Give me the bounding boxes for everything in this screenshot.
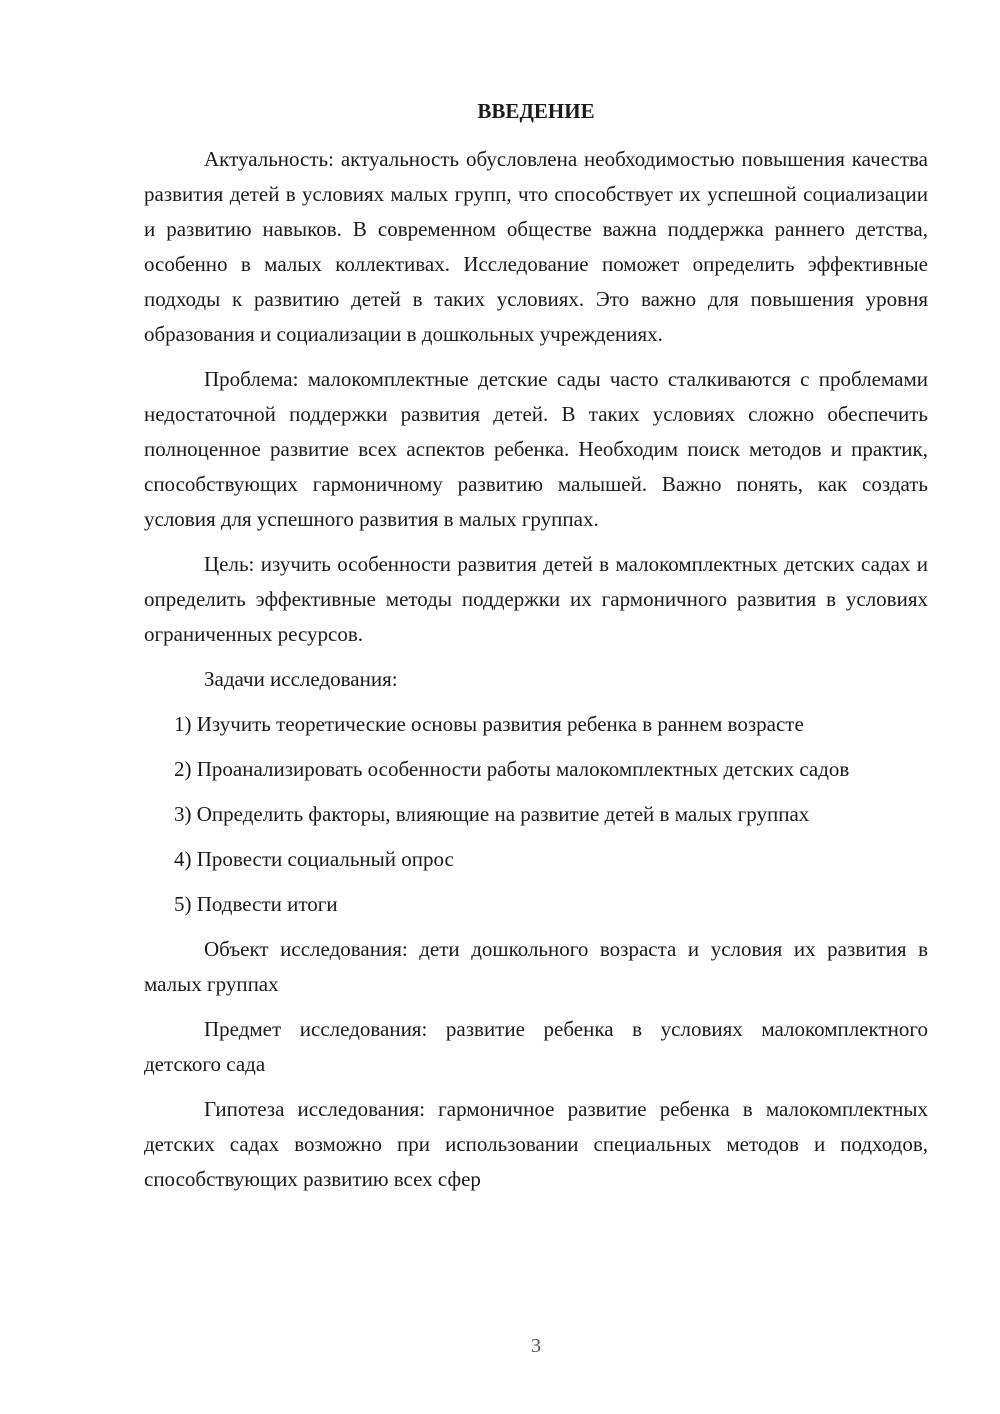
object-paragraph: Объект исследования: дети дошкольного возраста и условия их развития в малых группах: [144, 937, 928, 996]
tasks-heading: Задачи исследования:: [204, 667, 398, 691]
problem-paragraph: Проблема: малокомплектные детские сады часто сталкиваются с проблемами недостаточной поддержки развития детей. В таких условиях сложно обеспечить полноценное развитие всех аспектов ребенка. Необходим поиск методов и практик, способствующих гармоничному развитию малышей. Важно понять, как создать условия для успешного развития в малых группах.: [144, 367, 928, 531]
task-item: 1) Изучить теоретические основы развития ребенка в раннем возрасте: [174, 712, 804, 736]
document-body: [144, 142, 928, 1207]
task-item: 4) Провести социальный опрос: [174, 847, 454, 871]
tasks-list: [144, 707, 928, 922]
task-item: 3) Определить факторы, влияющие на развитие детей в малых группах: [174, 802, 810, 826]
task-item: 2) Проанализировать особенности работы малокомплектных детских садов: [174, 757, 850, 781]
page-number: 3: [531, 1335, 541, 1357]
section-title: ВВЕДЕНИЕ: [477, 99, 595, 123]
subject-paragraph: Предмет исследования: развитие ребенка в условиях малокомплектного детского сада: [144, 1017, 928, 1076]
relevance-paragraph: Актуальность: актуальность обусловлена необходимостью повышения качества развития детей в условиях малых групп, что способствует их успешной социализации и развитию навыков. В современном обществе важна поддержка раннего детства, особенно в малых коллективах. Исследование поможет определить эффективные подходы к развитию детей в таких условиях. Это важно для повышения уровня образования и социализации в дошкольных учреждениях.: [144, 147, 928, 346]
goal-paragraph: Цель: изучить особенности развития детей в малокомплектных детских садах и определить эффективные методы поддержки их гармоничного развития в условиях ограниченных ресурсов.: [144, 552, 928, 646]
hypothesis-paragraph: Гипотеза исследования: гармоничное развитие ребенка в малокомплектных детских садах возможно при использовании специальных методов и подходов, способствующих развитию всех сфер: [144, 1097, 928, 1191]
task-item: 5) Подвести итоги: [174, 892, 338, 916]
